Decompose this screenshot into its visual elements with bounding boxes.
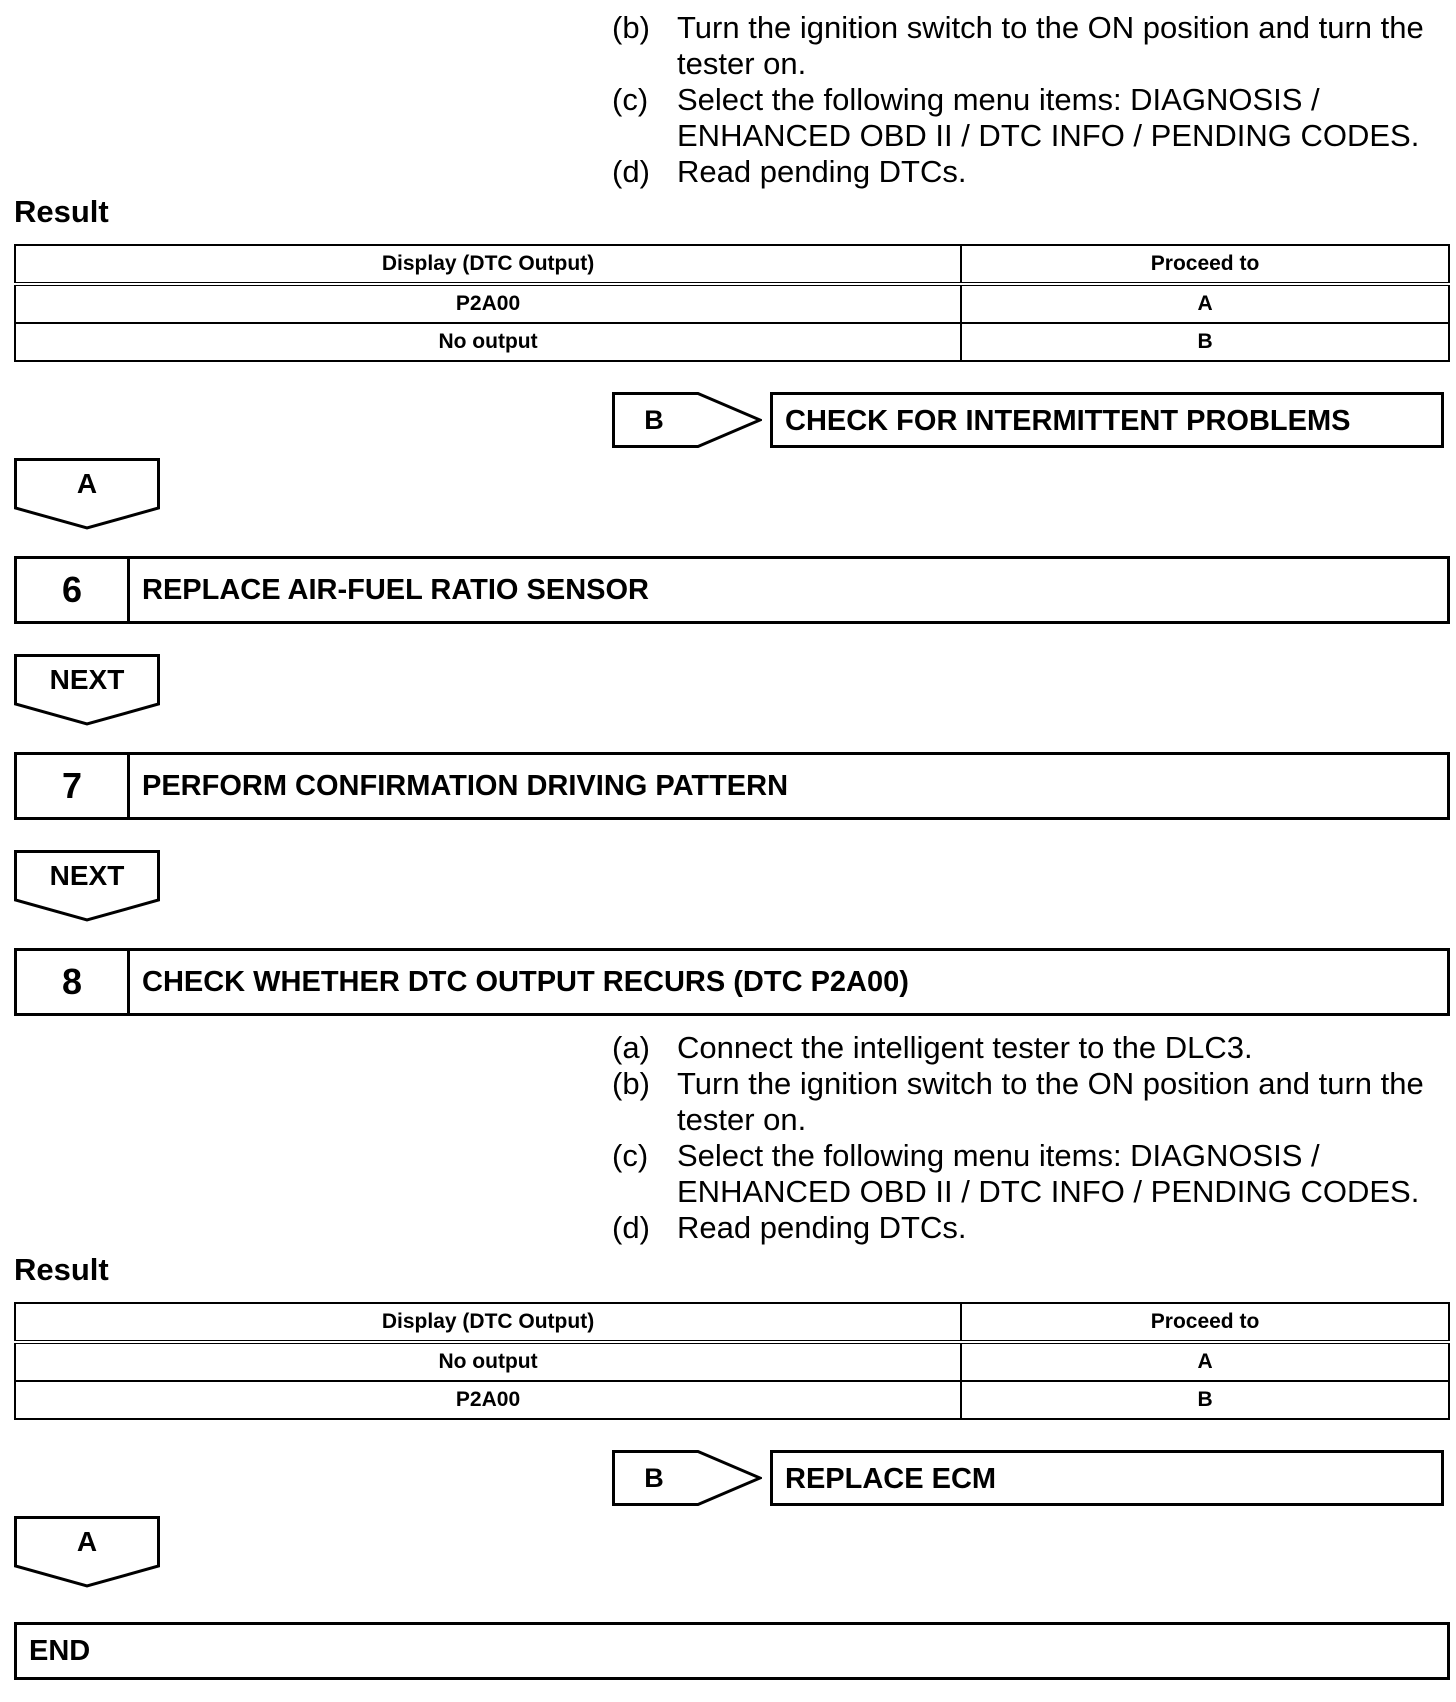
step-text: Select the following menu items: DIAGNOSIS / ENHANCED OBD II / DTC INFO / PENDING CODES. xyxy=(677,1138,1420,1209)
cell-proceed: A xyxy=(961,284,1449,323)
step-number: 7 xyxy=(17,755,130,817)
arrow-label: NEXT xyxy=(49,664,125,695)
proceed-a-arrow xyxy=(14,458,160,530)
step-text: Turn the ignition switch to the ON position and turn the tester on. xyxy=(677,10,1424,81)
cell-proceed: A xyxy=(961,1342,1449,1381)
branch-result-box: CHECK FOR INTERMITTENT PROBLEMS xyxy=(770,392,1444,448)
step-b xyxy=(612,10,1442,82)
step-8-box xyxy=(14,948,1450,1016)
branch-label: B xyxy=(644,405,664,435)
step-label: (c) xyxy=(612,1138,649,1173)
arrow-label: A xyxy=(76,1526,98,1557)
end-box: END xyxy=(14,1622,1450,1680)
step-label: (b) xyxy=(612,1066,650,1101)
cell-display: P2A00 xyxy=(15,284,961,323)
step-c xyxy=(612,1138,1442,1210)
branch-result-box: REPLACE ECM xyxy=(770,1450,1444,1506)
step-d xyxy=(612,1210,1442,1246)
step-label: (d) xyxy=(612,1210,650,1245)
step-c xyxy=(612,82,1442,154)
header-display: Display (DTC Output) xyxy=(15,1303,961,1342)
cell-display: P2A00 xyxy=(15,1381,961,1419)
step-label: (d) xyxy=(612,154,650,189)
step-text: Select the following menu items: DIAGNOSIS / ENHANCED OBD II / DTC INFO / PENDING CODES. xyxy=(677,82,1420,153)
result-title: Result xyxy=(14,194,109,229)
step-a xyxy=(612,1030,1442,1066)
step-d xyxy=(612,154,1442,190)
step-text: Read pending DTCs. xyxy=(677,1210,967,1245)
branch-b-arrow xyxy=(612,392,762,448)
table-header-row xyxy=(15,245,1449,284)
table-row xyxy=(15,284,1449,323)
cell-display: No output xyxy=(15,1342,961,1381)
table-row xyxy=(15,323,1449,361)
step-6-box xyxy=(14,556,1450,624)
proceed-a-arrow xyxy=(14,1516,160,1588)
cell-display: No output xyxy=(15,323,961,361)
header-display: Display (DTC Output) xyxy=(15,245,961,284)
step-7-box xyxy=(14,752,1450,820)
step8-instructions xyxy=(612,1030,1442,1246)
step-label: (c) xyxy=(612,82,649,117)
step-text: Turn the ignition switch to the ON position and turn the tester on. xyxy=(677,1066,1424,1137)
step-label: (a) xyxy=(612,1030,650,1065)
arrow-label: A xyxy=(76,468,98,499)
step-title: REPLACE AIR-FUEL RATIO SENSOR xyxy=(142,574,649,606)
branch-label: B xyxy=(644,1463,664,1493)
cell-proceed: B xyxy=(961,323,1449,361)
top-steps xyxy=(612,10,1442,190)
branch-b-arrow xyxy=(612,1450,762,1506)
table-header-row xyxy=(15,1303,1449,1342)
step-text: Connect the intelligent tester to the DLC3. xyxy=(677,1030,1253,1065)
header-proceed: Proceed to xyxy=(961,1303,1449,1342)
step-title: CHECK WHETHER DTC OUTPUT RECURS (DTC P2A00) xyxy=(142,966,909,998)
header-proceed: Proceed to xyxy=(961,245,1449,284)
step-text: Read pending DTCs. xyxy=(677,154,967,189)
table-row xyxy=(15,1381,1449,1419)
result-table-1 xyxy=(14,244,1450,362)
step-b xyxy=(612,1066,1442,1138)
next-arrow xyxy=(14,654,160,726)
step-number: 6 xyxy=(17,559,130,621)
table-row xyxy=(15,1342,1449,1381)
next-arrow xyxy=(14,850,160,922)
result-table-2 xyxy=(14,1302,1450,1420)
step-title: PERFORM CONFIRMATION DRIVING PATTERN xyxy=(142,770,789,802)
arrow-label: NEXT xyxy=(49,860,125,891)
step-number: 8 xyxy=(17,951,130,1013)
result-title: Result xyxy=(14,1252,109,1287)
cell-proceed: B xyxy=(961,1381,1449,1419)
step-label: (b) xyxy=(612,10,650,45)
